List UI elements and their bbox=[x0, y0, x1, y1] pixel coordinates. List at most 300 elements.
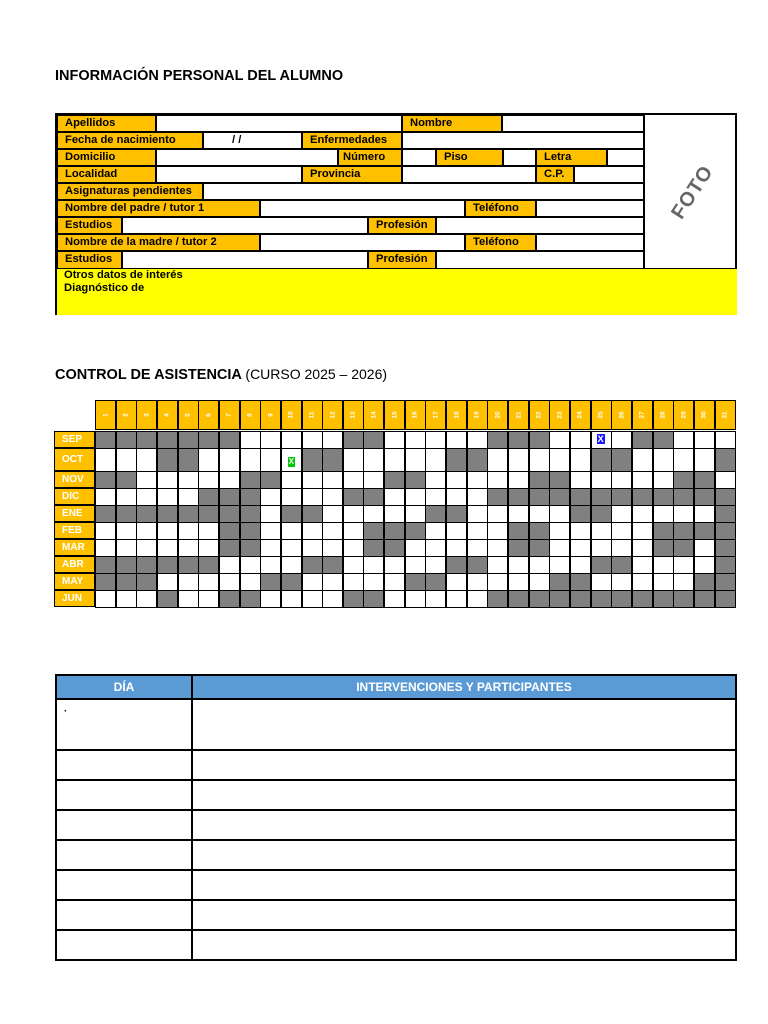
attendance-cell[interactable] bbox=[116, 539, 137, 557]
field-padre-tutor1[interactable] bbox=[260, 200, 465, 217]
attendance-cell[interactable] bbox=[363, 505, 384, 523]
attendance-cell[interactable] bbox=[508, 431, 529, 449]
attendance-cell[interactable] bbox=[322, 471, 343, 489]
attendance-cell[interactable] bbox=[178, 522, 199, 540]
attendance-cell[interactable] bbox=[302, 590, 323, 608]
attendance-cell[interactable] bbox=[611, 471, 632, 489]
attendance-cell[interactable] bbox=[549, 522, 570, 540]
attendance-cell[interactable] bbox=[384, 505, 405, 523]
attendance-cell[interactable] bbox=[487, 448, 508, 472]
field-profesion2[interactable] bbox=[436, 251, 644, 269]
attendance-cell[interactable] bbox=[116, 573, 137, 591]
field-telefono1[interactable] bbox=[536, 200, 644, 217]
attendance-cell[interactable] bbox=[219, 522, 240, 540]
attendance-cell[interactable] bbox=[363, 522, 384, 540]
attendance-cell[interactable] bbox=[508, 471, 529, 489]
attendance-cell[interactable] bbox=[363, 488, 384, 506]
attendance-cell[interactable] bbox=[281, 431, 302, 449]
attendance-cell[interactable] bbox=[467, 448, 488, 472]
attendance-cell[interactable] bbox=[425, 488, 446, 506]
attendance-cell[interactable] bbox=[136, 431, 157, 449]
attendance-cell[interactable] bbox=[673, 539, 694, 557]
attendance-cell[interactable] bbox=[136, 488, 157, 506]
attendance-cell[interactable] bbox=[487, 488, 508, 506]
cell-intervenciones[interactable] bbox=[192, 900, 736, 930]
attendance-cell[interactable] bbox=[198, 573, 219, 591]
attendance-cell[interactable] bbox=[632, 471, 653, 489]
attendance-cell[interactable] bbox=[487, 590, 508, 608]
attendance-cell[interactable] bbox=[405, 505, 426, 523]
attendance-cell[interactable] bbox=[611, 590, 632, 608]
attendance-cell[interactable] bbox=[136, 556, 157, 574]
cell-dia[interactable] bbox=[56, 930, 192, 960]
attendance-cell[interactable] bbox=[467, 573, 488, 591]
cell-intervenciones[interactable] bbox=[192, 699, 736, 750]
attendance-cell[interactable] bbox=[446, 522, 467, 540]
attendance-cell[interactable] bbox=[343, 448, 364, 472]
attendance-cell[interactable] bbox=[384, 556, 405, 574]
attendance-cell[interactable] bbox=[302, 573, 323, 591]
attendance-cell[interactable] bbox=[425, 448, 446, 472]
attendance-cell[interactable] bbox=[653, 522, 674, 540]
attendance-cell[interactable] bbox=[198, 556, 219, 574]
attendance-cell[interactable] bbox=[322, 590, 343, 608]
attendance-cell[interactable] bbox=[178, 448, 199, 472]
attendance-cell[interactable] bbox=[529, 556, 550, 574]
attendance-cell[interactable] bbox=[157, 488, 178, 506]
attendance-cell[interactable] bbox=[591, 505, 612, 523]
attendance-cell[interactable] bbox=[219, 556, 240, 574]
attendance-cell[interactable] bbox=[570, 448, 591, 472]
attendance-cell[interactable] bbox=[653, 556, 674, 574]
attendance-cell[interactable] bbox=[136, 539, 157, 557]
attendance-cell[interactable] bbox=[425, 590, 446, 608]
attendance-cell[interactable] bbox=[715, 488, 736, 506]
attendance-cell[interactable] bbox=[549, 590, 570, 608]
attendance-cell[interactable] bbox=[653, 488, 674, 506]
attendance-cell[interactable] bbox=[467, 590, 488, 608]
attendance-cell[interactable] bbox=[425, 556, 446, 574]
cell-dia[interactable] bbox=[56, 780, 192, 810]
attendance-cell[interactable] bbox=[384, 471, 405, 489]
attendance-cell[interactable] bbox=[467, 522, 488, 540]
attendance-cell[interactable] bbox=[157, 505, 178, 523]
attendance-cell[interactable] bbox=[178, 556, 199, 574]
attendance-cell[interactable] bbox=[549, 448, 570, 472]
cell-dia[interactable] bbox=[56, 750, 192, 780]
attendance-cell[interactable] bbox=[529, 488, 550, 506]
attendance-cell[interactable] bbox=[508, 590, 529, 608]
attendance-cell[interactable] bbox=[632, 539, 653, 557]
field-letra[interactable] bbox=[607, 149, 644, 166]
cell-dia[interactable] bbox=[56, 810, 192, 840]
attendance-cell[interactable] bbox=[136, 505, 157, 523]
attendance-cell[interactable] bbox=[487, 556, 508, 574]
field-telefono2[interactable] bbox=[536, 234, 644, 251]
field-fecha-nacimiento[interactable]: / / bbox=[203, 132, 302, 149]
attendance-cell[interactable] bbox=[260, 505, 281, 523]
attendance-cell[interactable] bbox=[281, 573, 302, 591]
attendance-cell[interactable] bbox=[302, 431, 323, 449]
attendance-cell[interactable] bbox=[136, 471, 157, 489]
field-enfermedades[interactable] bbox=[402, 132, 644, 149]
cell-intervenciones[interactable] bbox=[192, 840, 736, 870]
attendance-cell[interactable] bbox=[529, 471, 550, 489]
attendance-cell[interactable] bbox=[136, 590, 157, 608]
attendance-cell[interactable] bbox=[549, 539, 570, 557]
attendance-cell[interactable] bbox=[136, 448, 157, 472]
attendance-cell[interactable] bbox=[136, 573, 157, 591]
attendance-cell[interactable] bbox=[363, 556, 384, 574]
attendance-cell[interactable] bbox=[219, 590, 240, 608]
attendance-cell[interactable] bbox=[384, 590, 405, 608]
attendance-cell[interactable] bbox=[363, 539, 384, 557]
attendance-cell[interactable] bbox=[425, 505, 446, 523]
attendance-cell[interactable] bbox=[673, 488, 694, 506]
attendance-cell[interactable] bbox=[157, 590, 178, 608]
field-madre-tutor2[interactable] bbox=[260, 234, 465, 251]
attendance-cell[interactable] bbox=[260, 471, 281, 489]
attendance-cell[interactable] bbox=[673, 505, 694, 523]
attendance-cell[interactable] bbox=[363, 448, 384, 472]
attendance-cell[interactable] bbox=[508, 488, 529, 506]
attendance-cell[interactable] bbox=[570, 488, 591, 506]
attendance-cell[interactable] bbox=[363, 431, 384, 449]
attendance-cell[interactable] bbox=[549, 556, 570, 574]
attendance-cell[interactable] bbox=[384, 431, 405, 449]
attendance-cell[interactable] bbox=[116, 522, 137, 540]
attendance-cell[interactable] bbox=[487, 573, 508, 591]
attendance-cell[interactable] bbox=[425, 431, 446, 449]
attendance-cell[interactable] bbox=[446, 471, 467, 489]
attendance-cell[interactable] bbox=[694, 431, 715, 449]
field-numero[interactable] bbox=[402, 149, 436, 166]
attendance-cell[interactable] bbox=[611, 556, 632, 574]
attendance-cell[interactable] bbox=[467, 556, 488, 574]
attendance-cell[interactable] bbox=[570, 590, 591, 608]
attendance-cell[interactable] bbox=[95, 556, 116, 574]
cell-intervenciones[interactable] bbox=[192, 870, 736, 900]
attendance-cell[interactable] bbox=[591, 556, 612, 574]
attendance-cell[interactable] bbox=[508, 505, 529, 523]
attendance-cell[interactable] bbox=[591, 488, 612, 506]
attendance-cell[interactable] bbox=[240, 590, 261, 608]
attendance-cell[interactable] bbox=[281, 539, 302, 557]
attendance-cell[interactable] bbox=[673, 431, 694, 449]
attendance-cell[interactable] bbox=[322, 431, 343, 449]
attendance-cell[interactable] bbox=[157, 556, 178, 574]
attendance-cell[interactable] bbox=[260, 488, 281, 506]
attendance-cell[interactable] bbox=[322, 556, 343, 574]
attendance-cell[interactable] bbox=[694, 556, 715, 574]
attendance-cell[interactable] bbox=[343, 573, 364, 591]
attendance-cell[interactable] bbox=[549, 505, 570, 523]
attendance-cell[interactable] bbox=[198, 522, 219, 540]
attendance-cell[interactable] bbox=[405, 488, 426, 506]
attendance-cell[interactable] bbox=[446, 488, 467, 506]
attendance-cell[interactable] bbox=[446, 431, 467, 449]
attendance-cell[interactable] bbox=[178, 573, 199, 591]
field-asignaturas-pendientes[interactable] bbox=[203, 183, 644, 200]
attendance-cell[interactable] bbox=[95, 590, 116, 608]
attendance-cell[interactable] bbox=[487, 431, 508, 449]
attendance-cell[interactable] bbox=[405, 448, 426, 472]
attendance-cell[interactable] bbox=[219, 573, 240, 591]
attendance-cell[interactable] bbox=[343, 431, 364, 449]
attendance-cell[interactable] bbox=[673, 448, 694, 472]
attendance-cell[interactable] bbox=[281, 556, 302, 574]
attendance-cell[interactable] bbox=[405, 471, 426, 489]
attendance-cell[interactable] bbox=[116, 556, 137, 574]
attendance-cell[interactable] bbox=[467, 431, 488, 449]
attendance-cell[interactable] bbox=[198, 448, 219, 472]
attendance-cell[interactable] bbox=[611, 539, 632, 557]
attendance-cell[interactable] bbox=[219, 471, 240, 489]
attendance-cell[interactable] bbox=[694, 573, 715, 591]
cell-intervenciones[interactable] bbox=[192, 810, 736, 840]
attendance-cell[interactable] bbox=[446, 448, 467, 472]
attendance-cell[interactable] bbox=[384, 573, 405, 591]
attendance-cell[interactable] bbox=[653, 573, 674, 591]
attendance-cell[interactable] bbox=[508, 539, 529, 557]
attendance-cell[interactable] bbox=[343, 590, 364, 608]
attendance-cell[interactable] bbox=[591, 573, 612, 591]
attendance-cell[interactable] bbox=[363, 471, 384, 489]
attendance-cell[interactable] bbox=[529, 431, 550, 449]
attendance-cell[interactable] bbox=[467, 505, 488, 523]
attendance-cell[interactable] bbox=[157, 471, 178, 489]
attendance-cell[interactable] bbox=[157, 573, 178, 591]
cell-dia[interactable] bbox=[56, 840, 192, 870]
attendance-cell[interactable] bbox=[549, 431, 570, 449]
attendance-cell[interactable] bbox=[694, 488, 715, 506]
attendance-cell[interactable] bbox=[343, 488, 364, 506]
attendance-cell[interactable] bbox=[591, 471, 612, 489]
attendance-cell[interactable] bbox=[715, 448, 736, 472]
attendance-cell[interactable] bbox=[322, 505, 343, 523]
attendance-cell[interactable] bbox=[632, 448, 653, 472]
attendance-cell[interactable] bbox=[591, 539, 612, 557]
attendance-cell[interactable] bbox=[467, 488, 488, 506]
attendance-cell[interactable] bbox=[405, 539, 426, 557]
attendance-cell[interactable] bbox=[240, 448, 261, 472]
attendance-cell[interactable] bbox=[281, 471, 302, 489]
attendance-cell[interactable] bbox=[694, 448, 715, 472]
attendance-cell[interactable] bbox=[632, 573, 653, 591]
attendance-cell[interactable] bbox=[260, 539, 281, 557]
attendance-cell[interactable] bbox=[715, 556, 736, 574]
attendance-cell[interactable] bbox=[715, 539, 736, 557]
attendance-cell[interactable] bbox=[694, 539, 715, 557]
attendance-cell[interactable] bbox=[425, 539, 446, 557]
attendance-cell[interactable] bbox=[240, 505, 261, 523]
attendance-cell[interactable] bbox=[715, 471, 736, 489]
attendance-cell[interactable] bbox=[384, 522, 405, 540]
attendance-cell[interactable] bbox=[653, 471, 674, 489]
attendance-cell[interactable] bbox=[405, 556, 426, 574]
attendance-cell[interactable] bbox=[632, 556, 653, 574]
attendance-cell[interactable] bbox=[260, 522, 281, 540]
attendance-cell[interactable] bbox=[570, 573, 591, 591]
attendance-cell[interactable] bbox=[446, 590, 467, 608]
attendance-cell[interactable] bbox=[240, 573, 261, 591]
attendance-cell[interactable] bbox=[95, 573, 116, 591]
attendance-cell[interactable] bbox=[343, 471, 364, 489]
field-cp[interactable] bbox=[574, 166, 644, 183]
attendance-cell[interactable] bbox=[467, 471, 488, 489]
attendance-cell[interactable] bbox=[178, 488, 199, 506]
attendance-cell[interactable] bbox=[673, 522, 694, 540]
attendance-cell[interactable] bbox=[302, 539, 323, 557]
cell-dia[interactable] bbox=[56, 900, 192, 930]
attendance-cell[interactable] bbox=[95, 448, 116, 472]
attendance-cell[interactable] bbox=[529, 448, 550, 472]
attendance-cell[interactable] bbox=[260, 431, 281, 449]
attendance-cell[interactable] bbox=[508, 522, 529, 540]
attendance-cell[interactable] bbox=[425, 522, 446, 540]
attendance-cell[interactable] bbox=[467, 539, 488, 557]
cell-intervenciones[interactable] bbox=[192, 930, 736, 960]
attendance-cell[interactable] bbox=[219, 448, 240, 472]
attendance-cell[interactable] bbox=[343, 505, 364, 523]
attendance-cell[interactable] bbox=[591, 522, 612, 540]
attendance-cell[interactable] bbox=[240, 431, 261, 449]
attendance-cell[interactable] bbox=[384, 488, 405, 506]
attendance-cell[interactable] bbox=[95, 471, 116, 489]
attendance-cell[interactable] bbox=[302, 471, 323, 489]
attendance-cell[interactable] bbox=[157, 431, 178, 449]
attendance-cell[interactable] bbox=[178, 505, 199, 523]
attendance-cell[interactable] bbox=[136, 522, 157, 540]
attendance-cell[interactable] bbox=[653, 431, 674, 449]
attendance-cell[interactable] bbox=[694, 505, 715, 523]
attendance-cell[interactable] bbox=[570, 556, 591, 574]
cell-intervenciones[interactable] bbox=[192, 780, 736, 810]
attendance-cell[interactable] bbox=[384, 448, 405, 472]
attendance-cell[interactable] bbox=[529, 573, 550, 591]
attendance-cell[interactable] bbox=[260, 573, 281, 591]
attendance-cell[interactable] bbox=[322, 488, 343, 506]
attendance-cell[interactable] bbox=[240, 539, 261, 557]
attendance-cell[interactable] bbox=[157, 522, 178, 540]
attendance-cell[interactable] bbox=[219, 431, 240, 449]
attendance-cell[interactable] bbox=[653, 505, 674, 523]
attendance-cell[interactable] bbox=[611, 522, 632, 540]
attendance-cell[interactable] bbox=[487, 505, 508, 523]
attendance-cell[interactable] bbox=[715, 590, 736, 608]
attendance-cell[interactable] bbox=[302, 556, 323, 574]
attendance-cell[interactable] bbox=[487, 471, 508, 489]
attendance-cell[interactable] bbox=[653, 448, 674, 472]
attendance-cell[interactable] bbox=[715, 505, 736, 523]
attendance-cell[interactable] bbox=[508, 573, 529, 591]
attendance-cell[interactable] bbox=[322, 573, 343, 591]
attendance-cell[interactable] bbox=[715, 522, 736, 540]
photo-box[interactable] bbox=[644, 115, 737, 269]
attendance-cell[interactable] bbox=[632, 522, 653, 540]
attendance-cell[interactable] bbox=[198, 539, 219, 557]
attendance-cell[interactable] bbox=[198, 471, 219, 489]
attendance-cell[interactable] bbox=[508, 448, 529, 472]
attendance-cell[interactable] bbox=[549, 573, 570, 591]
attendance-cell[interactable] bbox=[611, 505, 632, 523]
attendance-cell[interactable] bbox=[116, 505, 137, 523]
attendance-cell[interactable] bbox=[116, 590, 137, 608]
attendance-cell[interactable] bbox=[322, 522, 343, 540]
attendance-cell[interactable] bbox=[302, 522, 323, 540]
attendance-cell[interactable] bbox=[343, 539, 364, 557]
attendance-cell[interactable] bbox=[487, 539, 508, 557]
attendance-cell[interactable] bbox=[116, 448, 137, 472]
attendance-cell[interactable] bbox=[95, 522, 116, 540]
attendance-cell[interactable] bbox=[405, 522, 426, 540]
other-data-area[interactable] bbox=[57, 269, 737, 315]
attendance-cell[interactable] bbox=[95, 431, 116, 449]
attendance-cell[interactable] bbox=[405, 573, 426, 591]
attendance-cell[interactable] bbox=[694, 522, 715, 540]
attendance-cell[interactable] bbox=[653, 590, 674, 608]
attendance-cell[interactable] bbox=[405, 590, 426, 608]
attendance-cell[interactable] bbox=[178, 471, 199, 489]
attendance-cell[interactable] bbox=[322, 448, 343, 472]
field-domicilio[interactable] bbox=[156, 149, 338, 166]
attendance-cell[interactable] bbox=[198, 505, 219, 523]
field-localidad[interactable] bbox=[156, 166, 302, 183]
attendance-cell[interactable] bbox=[673, 590, 694, 608]
attendance-cell[interactable] bbox=[446, 573, 467, 591]
attendance-cell[interactable] bbox=[549, 471, 570, 489]
attendance-cell[interactable] bbox=[281, 505, 302, 523]
attendance-cell[interactable] bbox=[240, 471, 261, 489]
attendance-cell[interactable] bbox=[446, 539, 467, 557]
attendance-cell[interactable] bbox=[653, 539, 674, 557]
attendance-cell[interactable] bbox=[95, 539, 116, 557]
attendance-cell[interactable] bbox=[343, 522, 364, 540]
attendance-cell[interactable] bbox=[549, 488, 570, 506]
attendance-cell[interactable] bbox=[157, 448, 178, 472]
attendance-cell[interactable] bbox=[632, 505, 653, 523]
attendance-cell[interactable] bbox=[343, 556, 364, 574]
attendance-cell[interactable] bbox=[446, 505, 467, 523]
attendance-cell[interactable] bbox=[281, 488, 302, 506]
attendance-cell[interactable] bbox=[425, 573, 446, 591]
attendance-cell[interactable] bbox=[260, 448, 281, 472]
attendance-cell[interactable] bbox=[673, 573, 694, 591]
cell-intervenciones[interactable] bbox=[192, 750, 736, 780]
attendance-cell[interactable] bbox=[611, 573, 632, 591]
attendance-cell[interactable] bbox=[260, 556, 281, 574]
field-apellidos[interactable] bbox=[156, 115, 402, 132]
attendance-cell[interactable] bbox=[570, 471, 591, 489]
attendance-cell[interactable] bbox=[116, 431, 137, 449]
attendance-cell[interactable] bbox=[405, 431, 426, 449]
attendance-cell[interactable] bbox=[198, 590, 219, 608]
attendance-cell[interactable] bbox=[363, 573, 384, 591]
attendance-cell[interactable] bbox=[384, 539, 405, 557]
attendance-cell[interactable] bbox=[673, 471, 694, 489]
attendance-cell[interactable] bbox=[281, 590, 302, 608]
field-piso[interactable] bbox=[503, 149, 536, 166]
attendance-cell[interactable] bbox=[198, 488, 219, 506]
attendance-cell[interactable] bbox=[302, 488, 323, 506]
attendance-cell[interactable] bbox=[95, 488, 116, 506]
attendance-cell[interactable] bbox=[302, 505, 323, 523]
attendance-cell[interactable] bbox=[240, 556, 261, 574]
attendance-cell[interactable] bbox=[240, 488, 261, 506]
attendance-cell[interactable] bbox=[219, 505, 240, 523]
attendance-cell[interactable] bbox=[178, 431, 199, 449]
attendance-cell[interactable] bbox=[632, 431, 653, 449]
